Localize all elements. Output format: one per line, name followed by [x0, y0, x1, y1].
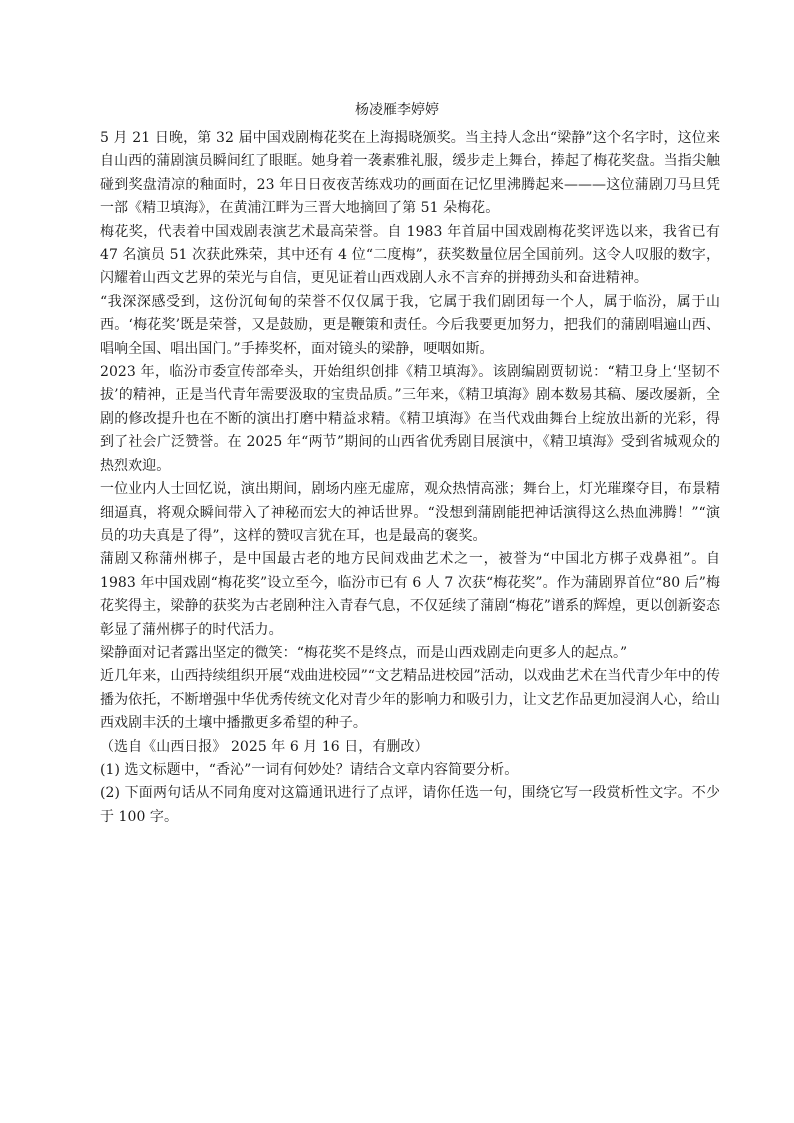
paragraph: 近几年来，山西持续组织开展“戏曲进校园”“文艺精品进校园”活动，以戏曲艺术在当代青少年中的传播为依托，不断增强中华优秀传统文化对青少年的影响力和吸引力，让文艺作品更加浸润人心，给山西戏剧丰沃的土壤中播撒更多希望的种子。 [100, 668, 720, 732]
paragraph: 梅花奖，代表着中国戏剧表演艺术最高荣誉。自 1983 年首届中国戏剧梅花奖评选以来，我省已有 47 名演员 51 次获此殊荣，其中还有 4 位“二度梅”，获奖数量位居全国前列。这令人叹服的数字，闪耀着山西文艺界的荣光与自信，更见证着山西戏剧人永不言弃的拼搏劲头和奋进精神。 [100, 223, 720, 287]
paragraph: 梁静面对记者露出坚定的微笑：“梅花奖不是终点，而是山西戏剧走向更多人的起点。” [100, 644, 628, 661]
paragraph: 蒲剧又称蒲州梆子，是中国最古老的地方民间戏曲艺术之一，被誉为“中国北方梆子戏鼻祖”。自 1983 年中国戏剧“梅花奖”设立至今，临汾市已有 6 人 7 次获“梅花奖”。作为蒲剧界首位“80 后”梅花奖得主，梁静的获奖为古老剧种注入青春气息，不仅延续了蒲剧“梅花”谱系的辉煌，更以创新姿态彰显了蒲州梆子的时代活力。 [100, 551, 720, 638]
question-2: (2) 下面两句话从不同角度对这篇通讯进行了点评，请你任选一句，围绕它写一段赏析性文字。不少于 100 字。 [100, 785, 720, 825]
paragraph: “我深深感受到，这份沉甸甸的荣誉不仅仅属于我，它属于我们剧团每一个人，属于临汾，属于山西。‘梅花奖’既是荣誉，又是鼓励，更是鞭策和责任。今后我要更加努力，把我们的蒲剧唱遍山西、唱响全国、唱出国门。”手捧奖杯，面对镜头的梁静，哽咽如斯。 [100, 293, 720, 357]
paragraph: 5 月 21 日晚，第 32 届中国戏剧梅花奖在上海揭晓颁奖。当主持人念出“梁静”这个名字时，这位来自山西的蒲剧演员瞬间红了眼眶。她身着一袭素雅礼服，缓步走上舞台，捧起了梅花奖盘。当指尖触碰到奖盘清凉的釉面时，23 年日日夜夜苦练戏功的画面在记忆里沸腾起来———这位蒲剧刀马旦凭一部《精卫填海》，在黄浦江畔为三晋大地摘回了第 51 朵梅花。 [100, 130, 720, 217]
paragraph: 2023 年，临汾市委宣传部牵头，开始组织创排《精卫填海》。该剧编剧贾韧说：“精卫身上‘坚韧不拔’的精神，正是当代青年需要汲取的宝贵品质。”三年来，《精卫填海》剧本数易其稿、屡改屡新，全剧的修改提升也在不断的演出打磨中精益求精。《精卫填海》在当代戏曲舞台上绽放出新的光彩，得到了社会广泛赞誉。在 2025 年“两节”期间的山西省优秀剧目展演中，《精卫填海》受到省城观众的热烈欢迎。 [100, 364, 720, 474]
question-1: (1) 选文标题中，“香沁”一词有何妙处？请结合文章内容简要分析。 [100, 761, 519, 778]
source-note: （选自《山西日报》 2025 年 6 月 16 日，有删改） [100, 738, 429, 755]
article-body [100, 127, 720, 829]
author-line: 杨凌雁李婷婷 [355, 102, 439, 118]
paragraph: 一位业内人士回忆说，演出期间，剧场内座无虚席，观众热情高涨；舞台上，灯光璀璨夺目，布景精细逼真，将观众瞬间带入了神秘而宏大的神话世界。“没想到蒲剧能把神话演得这么热血沸腾！”“演员的功夫真是了得”，这样的赞叹言犹在耳，也是最高的褒奖。 [100, 481, 720, 544]
